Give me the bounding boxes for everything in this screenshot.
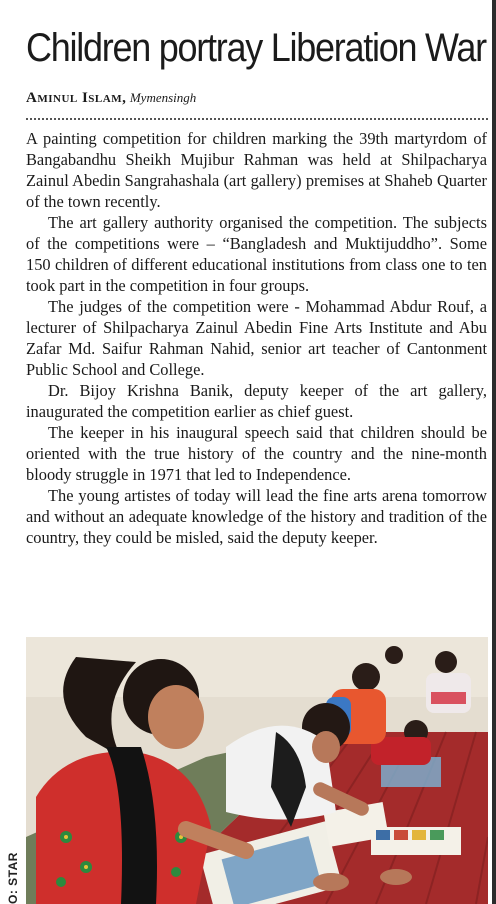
page-edge-border [492, 0, 496, 904]
byline [26, 90, 196, 107]
byline-location: Mymensingh [129, 90, 197, 105]
byline-author: Aminul Islam, [26, 90, 127, 106]
headline: Children portray Liberation War [26, 26, 486, 70]
news-photo [26, 637, 488, 904]
article-body [26, 128, 487, 548]
article-paragraph-4: Dr. Bijoy Krishna Banik, deputy keeper of the art gallery, inaugurated the competition earlier as chief guest. [26, 381, 487, 421]
dotted-divider [26, 118, 488, 120]
article-paragraph-5: The keeper in his inaugural speech said that children should be oriented with the true history of the country and the nine-month bloody struggle in 1971 that led to Independence. [26, 423, 487, 484]
article-paragraph-3: The judges of the competition were - Mohammad Abdur Rouf, a lecturer of Shilpacharya Zainul Abedin Fine Arts Institute and Abu Zafar Md. Saifur Rahman Nahid, senior art teacher of Cantonment Public School and College. [26, 297, 487, 379]
article-paragraph-1: A painting competition for children marking the 39th martyrdom of Bangabandhu Sheikh Mujibur Rahman was held at Shilpacharya Zainul Abedin Sangrahashala (art gallery) premises at Shaheb Quarter of the town recently. [26, 129, 487, 211]
article-paragraph-2: The art gallery authority organised the competition. The subjects of the competitions were – “Bangladesh and Muktijuddho”. Some 150 children of different educational institutions from class one to ten took part in the competition in four groups. [26, 213, 487, 295]
children-painting-photo [26, 637, 488, 904]
photo-credit: O: STAR [6, 852, 20, 904]
article-paragraph-6: The young artistes of today will lead the fine arts arena tomorrow and without an adequate knowledge of the history and tradition of the country, they could be misled, said the deputy keeper. [26, 486, 487, 547]
